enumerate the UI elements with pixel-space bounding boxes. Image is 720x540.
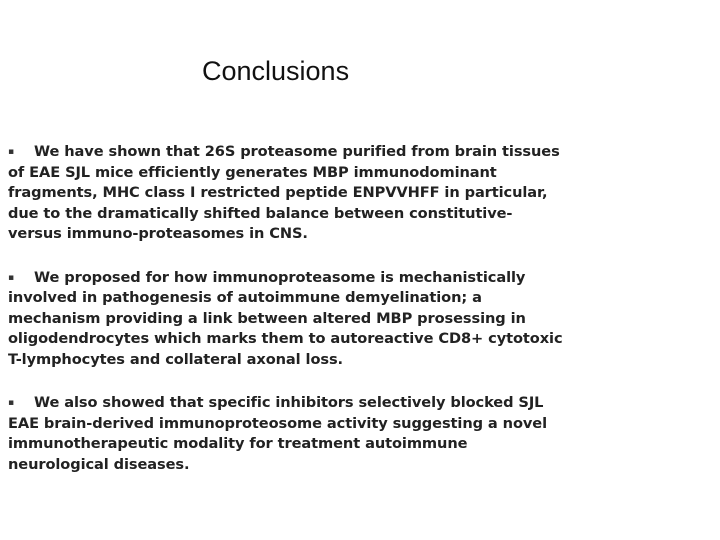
bullet-text-3: We also showed that specific inhibitors selectively blocked SJL EAE brain-derived immunoproteosome activity suggesting a novel immunotherapeutic modality for treatment autoimmune neurological diseases. bbox=[8, 394, 547, 473]
square-bullet-icon: ▪ bbox=[8, 272, 14, 283]
bullet-text-1: We have shown that 26S proteasome purified from brain tissues of EAE SJL mice efficiently generates MBP immunodominant fragments, MHC class I restricted peptide ENPVVHFF in particular, due to the dramatically shifted balance between constitutive- versus immuno-proteasomes in CNS. bbox=[8, 143, 560, 242]
bullet-item-1 bbox=[8, 142, 570, 245]
bullet-item-3 bbox=[8, 393, 570, 475]
bullet-item-2 bbox=[8, 268, 570, 371]
bullet-list bbox=[8, 142, 570, 498]
square-bullet-icon: ▪ bbox=[8, 147, 14, 157]
slide-title: Conclusions bbox=[202, 56, 350, 86]
square-bullet-icon: ▪ bbox=[8, 398, 14, 408]
bullet-text-2: We proposed for how immunoproteasome is mechanistically involved in pathogenesis of autoimmune demyelination; a mechanism providing a link between altered MBP prosessing in oligodendrocytes which marks them to autoreactive CD8+ cytotoxic T-lymphocytes and collateral axonal loss. bbox=[8, 268, 563, 368]
